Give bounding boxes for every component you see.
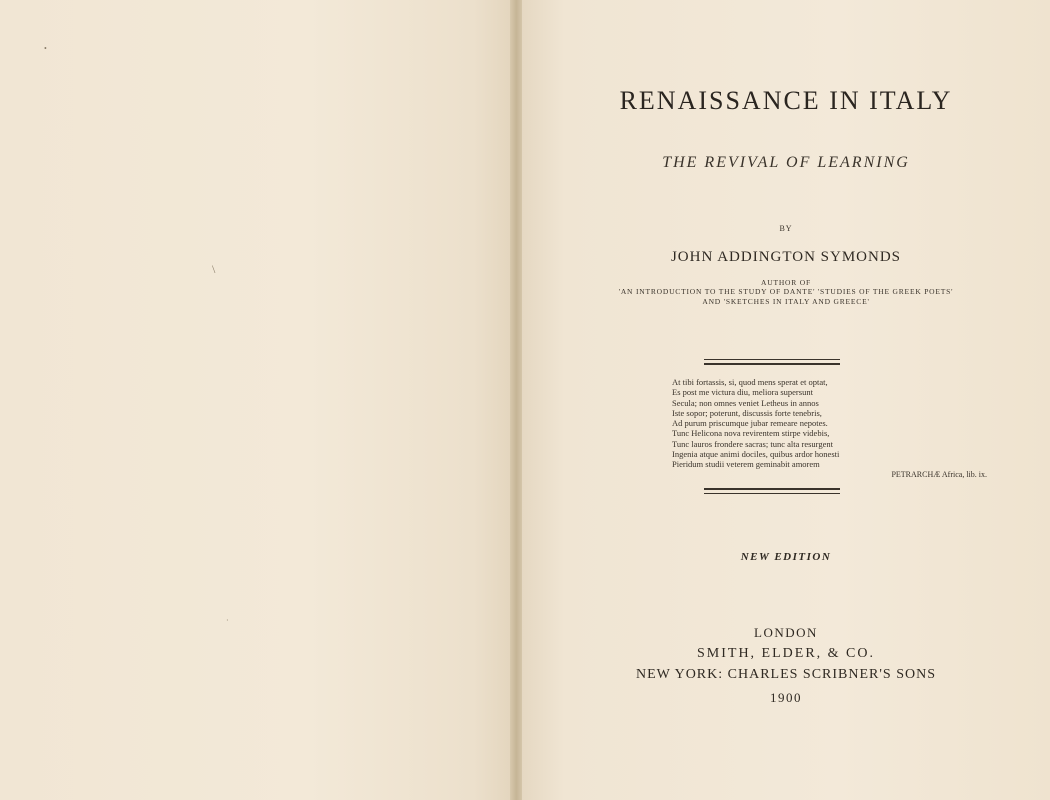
epigraph-line: At tibi fortassis, si, quod mens sperat et optat, — [672, 377, 828, 387]
publication-place: LONDON — [754, 625, 818, 640]
top-rule — [704, 359, 840, 360]
author-name: JOHN ADDINGTON SYMONDS — [670, 249, 902, 265]
bottom-rule-thick — [704, 488, 840, 490]
paper-mark: \ — [212, 262, 216, 276]
publication-year: 1900 — [770, 690, 802, 705]
edition-label: NEW EDITION — [740, 551, 832, 563]
other-works-line-2: AND 'SKETCHES IN ITALY AND GREECE' — [702, 297, 870, 306]
other-works-line-1: 'AN INTRODUCTION TO THE STUDY OF DANTE' 'STUDIES OF THE GREEK POETS' — [618, 287, 954, 296]
left-page — [0, 0, 514, 800]
epigraph-attribution: PETRARCHÆ Africa, lib. ix. — [891, 469, 987, 479]
epigraph-line: Es post me victura diu, meliora supersunt — [672, 387, 813, 398]
epigraph-line: Ad purum priscumque jubar remeare nepotes. — [672, 418, 828, 429]
epigraph-line: Tunc Helicona nova revirentem stirpe videbis, — [672, 428, 830, 439]
paper-speck: · — [226, 616, 229, 625]
book-subtitle: THE REVIVAL OF LEARNING — [662, 154, 910, 171]
publisher-name: SMITH, ELDER, & CO. — [697, 646, 875, 661]
epigraph-line: Secula; non omnes veniet Letheus in annos — [672, 397, 819, 408]
by-label: BY — [779, 224, 793, 233]
bottom-rule — [704, 493, 840, 494]
top-rule-thick — [704, 363, 840, 365]
epigraph-line: Iste sopor; poterunt, discussis forte tenebris, — [672, 407, 822, 418]
title-page — [522, 0, 1050, 800]
epigraph-line: Ingenia atque animi dociles, quibus ardor honesti — [672, 449, 840, 460]
publisher-secondary: NEW YORK: CHARLES SCRIBNER'S SONS — [635, 667, 936, 682]
book-title: RENAISSANCE IN ITALY — [619, 86, 953, 115]
epigraph — [672, 377, 992, 480]
epigraph-line: Tunc lauros frondere sacras; tunc alta resurgent — [672, 438, 833, 449]
epigraph-line: Pieridum studii veterem geminabit amorem — [672, 459, 820, 470]
author-of-label: AUTHOR OF — [761, 278, 811, 287]
paper-speck: • — [44, 44, 47, 53]
